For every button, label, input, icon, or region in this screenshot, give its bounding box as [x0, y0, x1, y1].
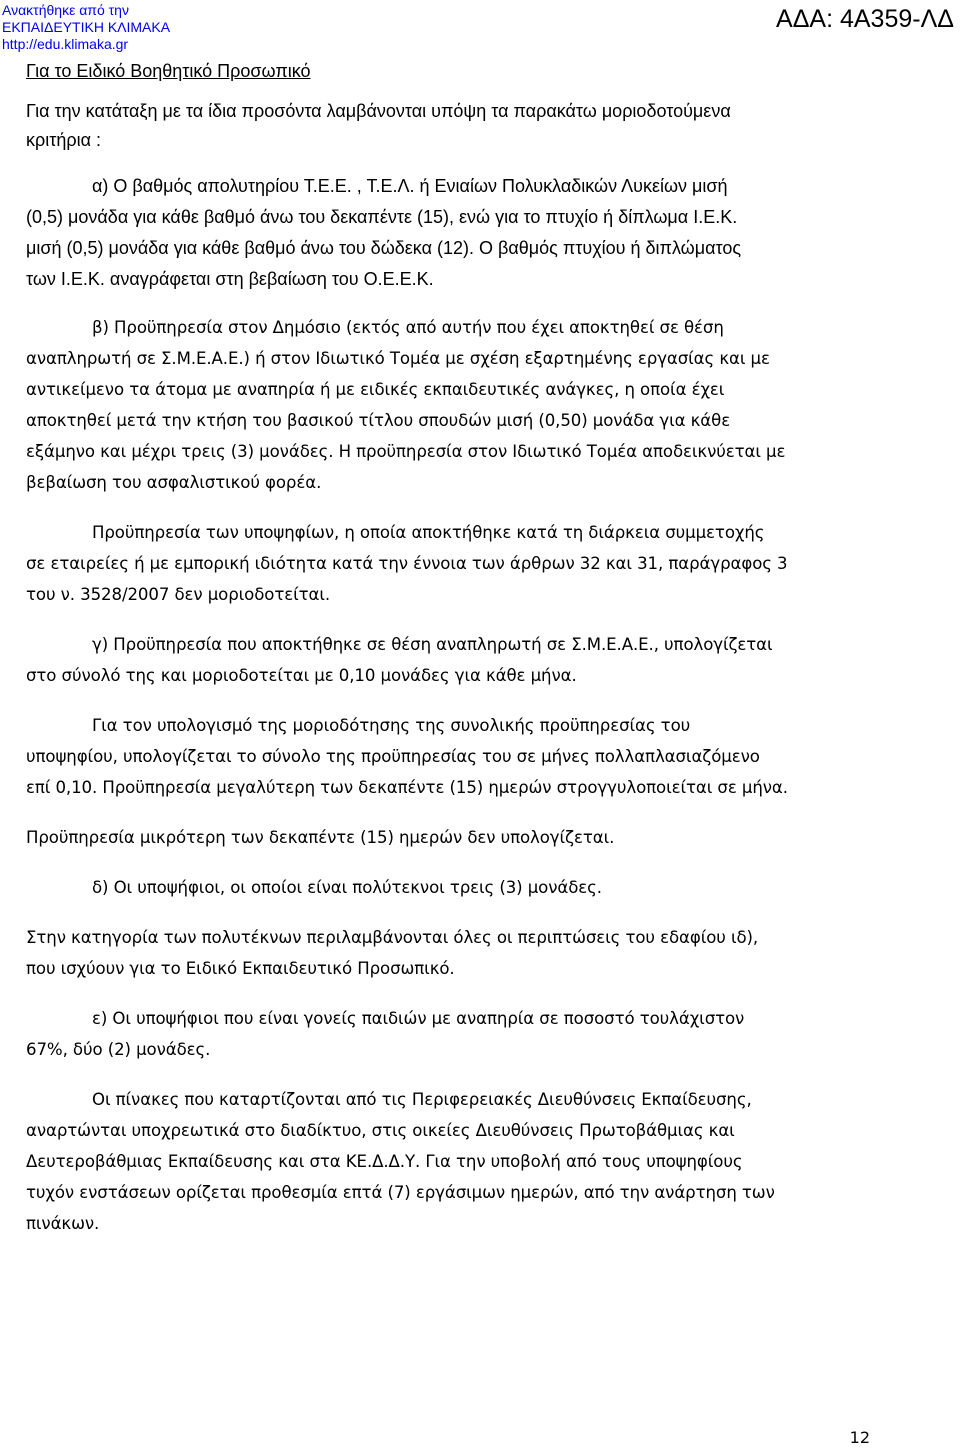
section-heading: Για το Ειδικό Βοηθητικό Προσωπικό	[26, 61, 311, 81]
text-line: βεβαίωση του ασφαλιστικού φορέα.	[26, 473, 322, 492]
text-line: που ισχύουν για το Ειδικό Εκπαιδευτικό Προσωπικό.	[26, 959, 455, 978]
text-line: μισή (0,5) μονάδα για κάθε βαθμό άνω του δώδεκα (12). Ο βαθμός πτυχίου ή διπλώματος	[26, 238, 742, 258]
text-line: α) Ο βαθμός απολυτηρίου Τ.Ε.Ε. , Τ.Ε.Λ. ή Ενιαίων Πολυκλαδικών Λυκείων μισή	[92, 176, 728, 196]
ada-code: ΑΔΑ: 4Α359-ΛΔ	[776, 5, 954, 33]
text-line: Προϋπηρεσία των υποψηφίων, η οποία αποκτήθηκε κατά τη διάρκεια συμμετοχής	[92, 523, 765, 542]
text-line: του ν. 3528/2007 δεν μοριοδοτείται.	[26, 585, 331, 604]
text-line: Για την κατάταξη με τα ίδια προσόντα λαμβάνονται υπόψη τα παρακάτω μοριοδοτούμενα	[26, 101, 731, 121]
text-line: πινάκων.	[26, 1214, 100, 1233]
text-line: αποκτηθεί μετά την κτήση του βασικού τίτλου σπουδών μισή (0,50) μονάδα για κάθε	[26, 411, 731, 430]
text-line: Στην κατηγορία των πολυτέκνων περιλαμβάνονται όλες οι περιπτώσεις του εδαφίου ιδ),	[26, 928, 759, 947]
text-line: τυχόν ενστάσεων ορίζεται προθεσμία επτά (7) εργάσιμων ημερών, από την ανάρτηση των	[26, 1183, 775, 1202]
text-line: σε εταιρείες ή με εμπορική ιδιότητα κατά την έννοια των άρθρων 32 και 31, παράγραφος 3	[26, 554, 788, 573]
text-line: β) Προϋπηρεσία στον Δημόσιο (εκτός από αυτήν που έχει αποκτηθεί σε θέση	[92, 318, 724, 337]
text-line: αναπληρωτή σε Σ.Μ.Ε.Α.Ε.) ή στον Ιδιωτικό Τομέα με σχέση εξαρτημένης εργασίας και με	[26, 349, 770, 368]
text-line: αντικείμενο τα άτομα με αναπηρία ή με ειδικές εκπαιδευτικές ανάγκες, η οποία έχει	[26, 380, 725, 399]
text-line: κριτήρια :	[26, 130, 102, 150]
text-line: εξάμηνο και μέχρι τρεις (3) μονάδες. Η προϋπηρεσία στον Ιδιωτικό Τομέα αποδεικνύεται με	[26, 442, 786, 461]
text-line: γ) Προϋπηρεσία που αποκτήθηκε σε θέση αναπληρωτή σε Σ.Μ.Ε.Α.Ε., υπολογίζεται	[92, 635, 773, 654]
text-line: Οι πίνακες που καταρτίζονται από τις Περιφερειακές Διευθύνσεις Εκπαίδευσης,	[92, 1090, 752, 1109]
text-line: δ) Οι υποψήφιοι, οι οποίοι είναι πολύτεκνοι τρεις (3) μονάδες.	[92, 878, 602, 897]
text-line: 67%, δύο (2) μονάδες.	[26, 1040, 211, 1059]
source-note-link[interactable]: http://edu.klimaka.gr	[2, 36, 129, 52]
text-line: αναρτώνται υποχρεωτικά στο διαδίκτυο, στις οικείες Διευθύνσεις Πρωτοβάθμιας και	[26, 1121, 735, 1140]
source-note-line-1: Ανακτήθηκε από την	[2, 2, 129, 18]
text-line: υποψηφίου, υπολογίζεται το σύνολο της προϋπηρεσίας του σε μήνες πολλαπλασιαζόμενο	[26, 747, 760, 766]
text-line: Για τον υπολογισμό της μοριοδότησης της συνολικής προϋπηρεσίας του	[92, 716, 691, 735]
text-line: (0,5) μονάδα για κάθε βαθμό άνω του δεκαπέντε (15), ενώ για το πτυχίο ή δίπλωμα Ι.Ε.Κ.	[26, 207, 738, 227]
text-line: στο σύνολό της και μοριοδοτείται με 0,10 μονάδες για κάθε μήνα.	[26, 666, 577, 685]
text-line: ε) Οι υποψήφιοι που είναι γονείς παιδιών με αναπηρία σε ποσοστό τουλάχιστον	[92, 1009, 745, 1028]
text-line: των Ι.Ε.Κ. αναγράφεται στη βεβαίωση του Ο.Ε.Ε.Κ.	[26, 269, 434, 289]
source-note-line-2: ΕΚΠΑΙΔΕΥΤΙΚΗ ΚΛΙΜΑΚΑ	[2, 19, 171, 35]
text-line: επί 0,10. Προϋπηρεσία μεγαλύτερη των δεκαπέντε (15) ημερών στρογγυλοποιείται σε μήνα.	[26, 778, 788, 797]
text-line: Δευτεροβάθμιας Εκπαίδευσης και στα ΚΕ.Δ.Δ.Υ. Για την υποβολή από τους υποψηφίους	[26, 1152, 743, 1171]
source-note[interactable]	[2, 2, 170, 53]
page-number: 12	[849, 1428, 870, 1447]
text-line: Προϋπηρεσία μικρότερη των δεκαπέντε (15) ημερών δεν υπολογίζεται.	[26, 828, 615, 847]
